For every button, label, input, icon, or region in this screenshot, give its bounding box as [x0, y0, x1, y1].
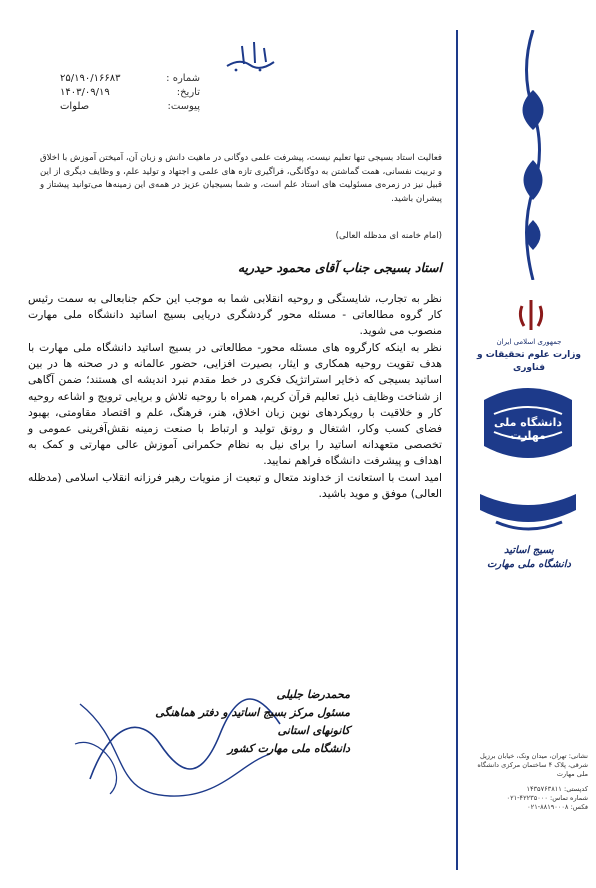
fax-value: ۰۲۱-۸۸۱۹۰۰۰۸ [527, 803, 569, 811]
postal-value: ۱۴۳۵۷۶۳۸۱۱ [526, 785, 562, 793]
number-label: شماره : [166, 73, 200, 84]
body-paragraph-3: امید است با استعانت از خداوند متعال و تبعیت از منویات رهبر فرزانه انقلاب اسلامی (مدظله العالی) موفق و موید باشید. [28, 471, 442, 501]
postal-label: کدپستی: [563, 785, 588, 793]
ministry-name: وزارت علوم تحقیقات و فناوری [476, 350, 582, 373]
attachment-value: صلوات [60, 101, 90, 112]
letter-date-row [60, 86, 200, 100]
address-text: نشانی: تهران، میدان ونک، خیابان برزیل شرقی، پلاک ۴ ساختمان مرکزی دانشگاه ملی مهارت [477, 752, 588, 778]
signature-block [120, 686, 350, 758]
letter-meta [60, 72, 200, 114]
basij-line-2: دانشگاه ملی مهارت [487, 559, 571, 570]
phone-row [468, 794, 588, 803]
letter-number-row [60, 72, 200, 86]
basij-line-1: بسیج اساتید [504, 545, 554, 556]
recipient-address: استاد بسیجی جناب آقای محمود حیدریه [237, 260, 442, 275]
sidebar-divider [456, 30, 458, 870]
signer-title-2: دانشگاه ملی مهارت کشور [227, 742, 350, 755]
attachment-label: پیوست: [167, 101, 200, 112]
body-paragraph-1: نظر به تجارب، شایستگی و روحیه انقلابی شما به موجب این حکم جنابعالی به سمت رئیس کار گروه مطالعاتی - مسئله محور گردشگری دریایی بسیج اساتید دانشگاه ملی مهارت منصوب می شوید. [28, 292, 442, 338]
basij-wave-logo [478, 488, 578, 538]
basij-logo-text [474, 544, 584, 572]
signer-title-1: مسئول مرکز بسیج اساتید و دفتر هماهنگی کانونهای استانی [155, 706, 350, 737]
date-value: ۱۴۰۳/۰۹/۱۹ [60, 87, 110, 98]
phone-value: ۰۲۱-۴۲۲۳۵۰۰۰ [506, 794, 548, 802]
date-label: تاریخ: [176, 87, 200, 98]
quote-source: (امام خامنه ای مدظله العالی) [335, 231, 442, 241]
bismillah-calligraphy [222, 38, 282, 74]
fax-row [468, 803, 588, 812]
ornament-top [510, 30, 556, 280]
university-name: دانشگاه ملی مهارت [493, 416, 563, 442]
letter-attachment-row [60, 100, 200, 114]
number-value: ۲۵/۱۹۰/۱۶۶۸۳ [60, 73, 121, 84]
republic-label: جمهوری اسلامی ایران [496, 338, 562, 346]
letter-body [28, 291, 442, 503]
signer-name: محمدرضا جلیلی [276, 688, 350, 701]
phone-label: شماره تماس: [549, 794, 588, 802]
body-paragraph-2: نظر به اینکه کارگروه های مسئله محور- مطالعاتی در بسیج اساتید دانشگاه ملی مهارت با هدف تقویت روحیه همکاری و ایثار، بصیرت افزایی، حضور عالمانه و در صحنه ها در بین اساتید بسیجی که ذخایر استراتژیک فکری در خط مقدم نبرد اندیشه ای هستند؛ ضمن آگاهی از شناخت وظایف ذیل تعالیم قرآن کریم، همراه با روحیه تلاش و برپایی ترویج و اشاعه روحیه کار و خلاقیت با رویکردهای نوین زبان اخلاق، هنر، فرهنگ، علم و اقتصاد مقاومتی، بهبود فضای کسب وکار، اشتغال و رونق تولید و ارتباط با صنعت زمینه نقش‌آفرینی عمومی و تخصصی متعهدانه اساتید را برای نیل به نظام حکمرانی آموزش عالی مهارتی و کمک به اهداف و پیشرفت دانشگاه فراهم نمایید. [28, 341, 442, 467]
contact-info [468, 752, 588, 812]
postal-row [468, 785, 588, 794]
leader-quote: فعالیت استاد بسیجی تنها تعلیم نیست، پیشرفت علمی دوگانی در ماهیت دانش و زبان آن، آمیختن آموزش با اخلاق و تربیت نفسانی، همت گماشتن به دوگانگی، فراگیری تازه های علمی و اجتهاد و تولید علم، و وظایف دیگری از این قبیل نیز در زمره‌ی مسئولیت های استاد علم است، و شما بسیجیان عزیز در همه‌ی این زمینه‌ها می‌توانید پیشتاز و پیشران باشید. [40, 153, 442, 204]
ministry-logo-text [474, 336, 584, 375]
iran-emblem-icon [516, 298, 546, 332]
fax-label: فکس: [570, 803, 588, 811]
